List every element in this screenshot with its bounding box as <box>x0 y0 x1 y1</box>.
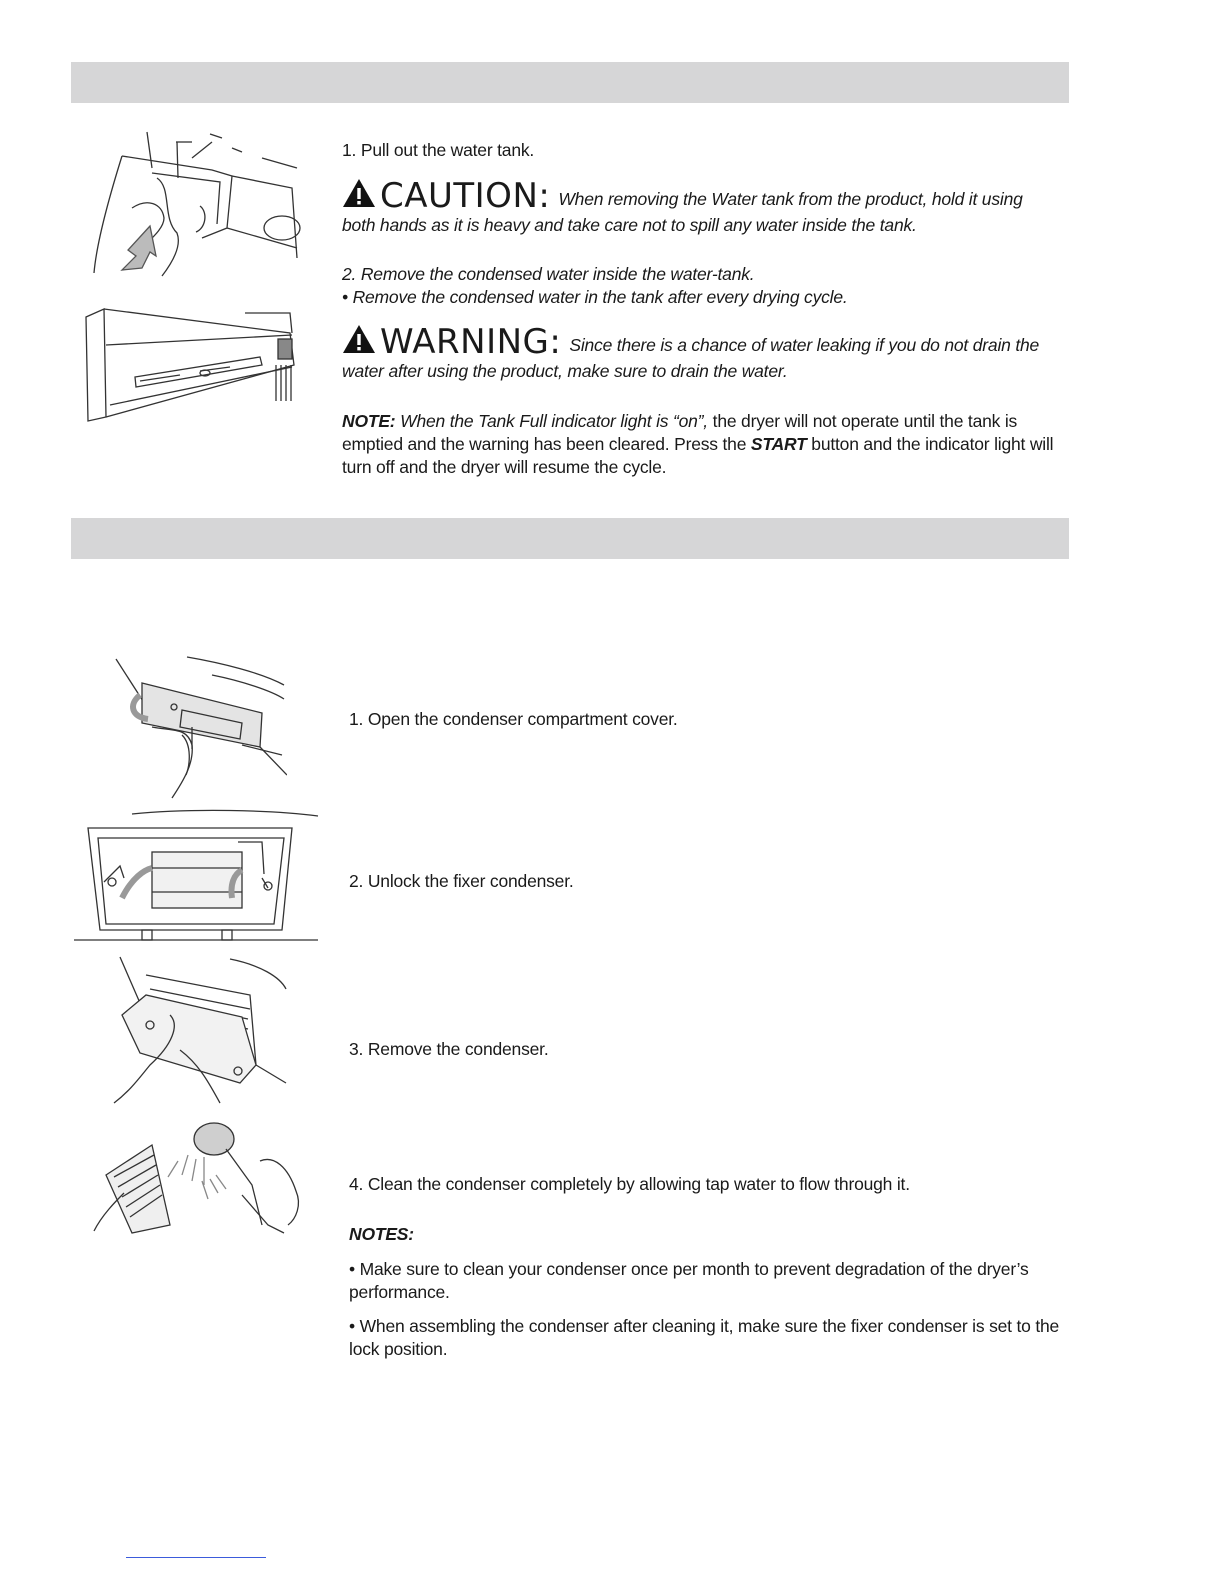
note-italic-text: When the Tank Full indicator light is “on”, <box>400 411 708 431</box>
condenser-note-2: • When assembling the condenser after cleaning it, make sure the fixer condenser is set to the lock position. <box>349 1316 1060 1359</box>
remove-condenser-illustration <box>110 955 288 1105</box>
warning-block <box>342 324 1057 383</box>
step2-bullet: • Remove the condensed water in the tank after every drying cycle. <box>342 287 848 307</box>
open-condenser-cover-illustration <box>112 655 287 800</box>
condenser-note-1: • Make sure to clean your condenser once per month to prevent degradation of the dryer’s performance. <box>349 1259 1029 1302</box>
water-tank-illustration <box>80 305 312 425</box>
note-text-2: button and the indicator light will turn off and the dryer will resume the cycle. <box>342 434 1054 477</box>
unlock-fixer-condenser-illustration <box>72 808 320 948</box>
warning-triangle-icon <box>342 178 376 214</box>
warning-triangle-icon <box>342 324 376 360</box>
notes-label: NOTES: <box>349 1224 414 1244</box>
condenser-step1-text: 1. Open the condenser compartment cover. <box>349 709 678 729</box>
condenser-step2-text: 2. Unlock the fixer condenser. <box>349 871 574 891</box>
note-text-1: the dryer will not operate until the tank is emptied and the warning has been cleared. Press the <box>342 411 1018 454</box>
tank-full-note <box>342 410 1057 479</box>
caution-text: When removing the Water tank from the product, hold it using both hands as it is heavy and take care not to spill any water inside the tank. <box>342 189 1023 235</box>
step2-text: 2. Remove the condensed water inside the water-tank. <box>342 264 755 284</box>
pull-water-tank-illustration <box>92 128 302 278</box>
note-label: NOTE: <box>342 411 396 431</box>
section-header-bar-2 <box>71 518 1069 559</box>
caution-heading: CAUTION: <box>380 176 551 216</box>
warning-text: Since there is a chance of water leaking if you do not drain the water after using the product, make sure to drain the water. <box>342 335 1040 381</box>
caution-block <box>342 178 1057 237</box>
start-button-label: START <box>750 434 807 454</box>
section-header-bar-1 <box>71 62 1069 103</box>
condenser-step3-text: 3. Remove the condenser. <box>349 1039 549 1059</box>
warning-heading: WARNING: <box>380 322 562 362</box>
condenser-step4-text: 4. Clean the condenser completely by allowing tap water to flow through it. <box>349 1174 910 1194</box>
clean-condenser-with-water-illustration <box>92 1115 302 1237</box>
footer-rule <box>126 1557 266 1558</box>
step1-text: 1. Pull out the water tank. <box>342 140 535 160</box>
